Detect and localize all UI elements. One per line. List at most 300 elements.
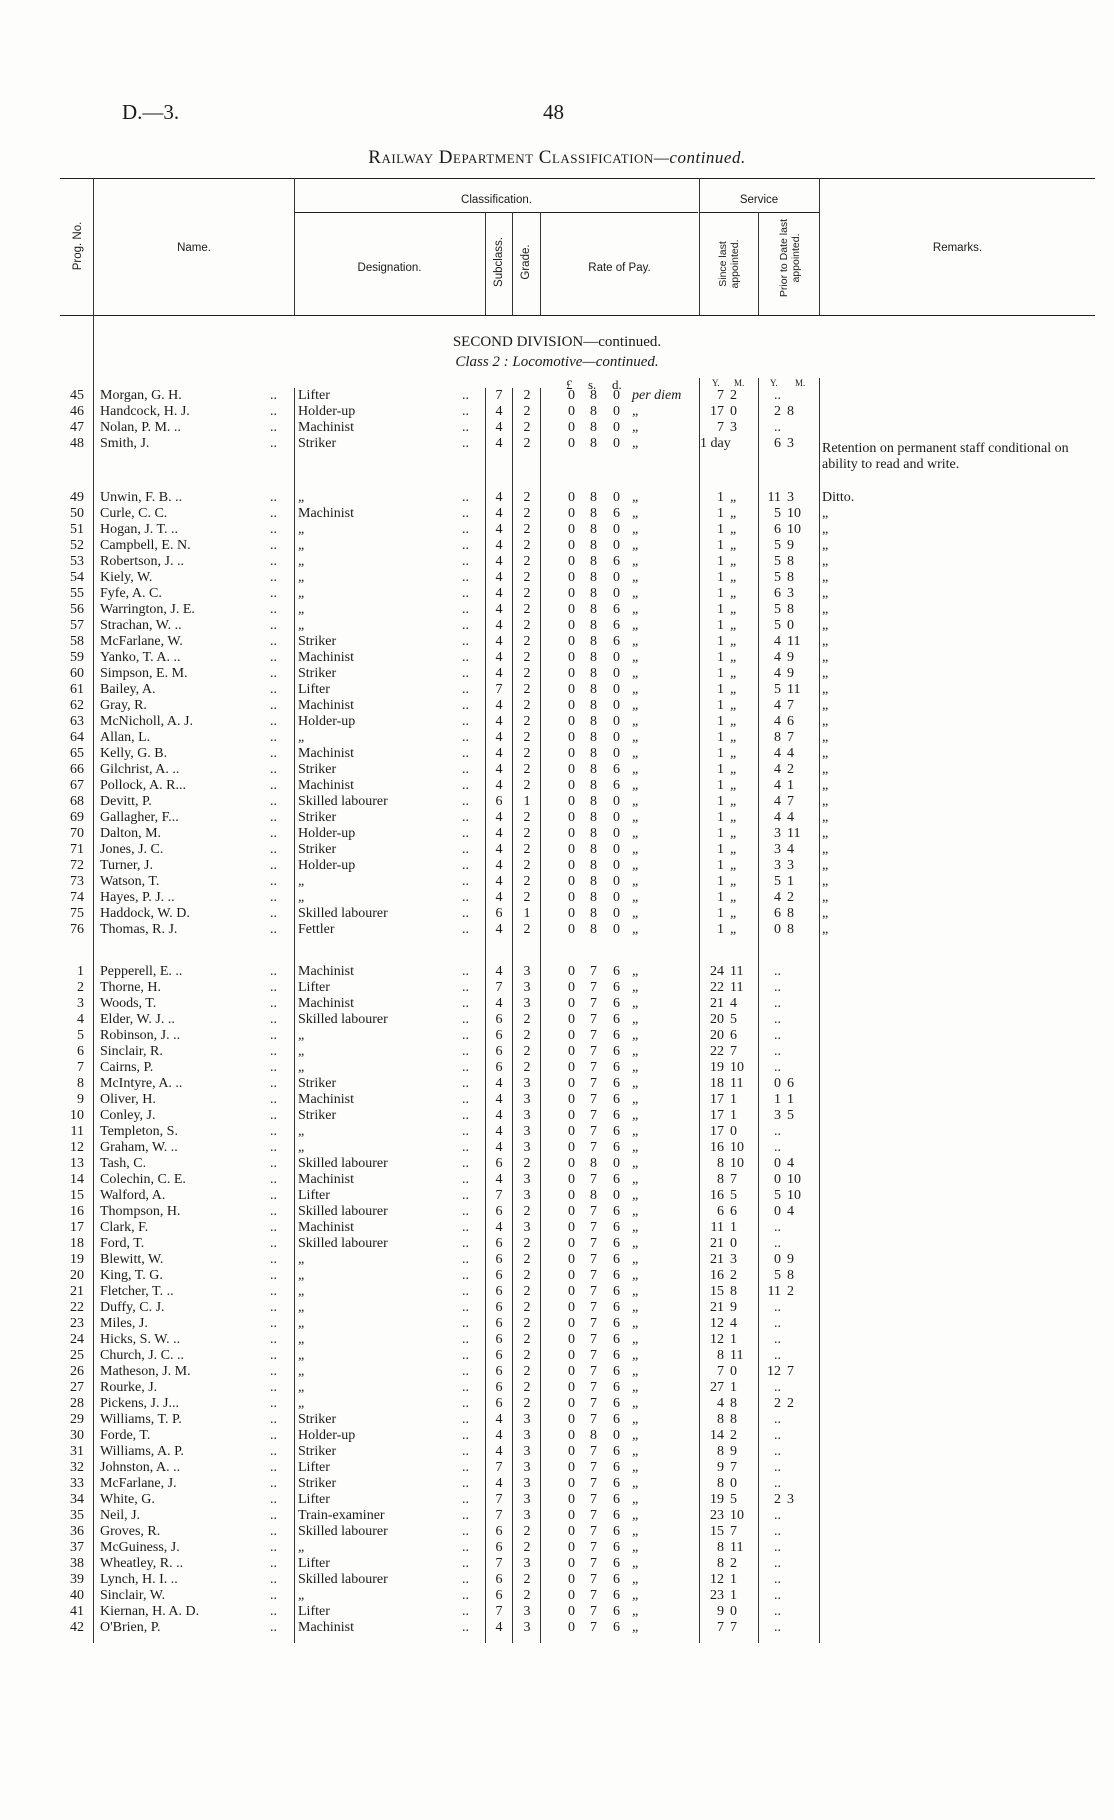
cell-d: 6	[613, 554, 620, 569]
cell-s: 8	[590, 874, 597, 889]
cell-per: „	[632, 1140, 640, 1155]
table-row	[0, 634, 1114, 650]
leader-dots: ..	[270, 522, 277, 537]
cell-pm: 9	[787, 650, 794, 665]
cell-per: „	[632, 1428, 640, 1443]
cell-sy: 1	[717, 666, 724, 681]
cell-sy: 9	[717, 1604, 724, 1619]
leader-dots: ..	[462, 874, 469, 889]
vline-since	[758, 212, 759, 315]
unit-pence: d.	[612, 377, 622, 392]
cell-des: Holder-up	[298, 826, 356, 841]
cell-per: „	[632, 1572, 640, 1587]
cell-py: 5	[774, 874, 781, 889]
cell-per: „	[632, 1012, 640, 1027]
cell-s: 8	[590, 682, 597, 697]
leader-dots: ..	[462, 1268, 469, 1283]
table-row	[0, 1140, 1114, 1156]
cell-name: Matheson, J. M.	[100, 1364, 191, 1379]
cell-sm: 1	[730, 1220, 737, 1235]
cell-name: Pepperell, E. ..	[100, 964, 183, 979]
cell-d: 6	[613, 1316, 620, 1331]
cell-pm: 4	[787, 1156, 794, 1171]
cell-pm: 1	[787, 778, 794, 793]
cell-s: 8	[590, 794, 597, 809]
cell-d: 6	[613, 1476, 620, 1491]
cell-p: 0	[568, 650, 575, 665]
cell-p: 0	[568, 1140, 575, 1155]
cell-sy: 1	[717, 890, 724, 905]
cell-s: 8	[590, 858, 597, 873]
cell-des: „	[298, 1060, 305, 1075]
cell-p: 0	[568, 1316, 575, 1331]
cell-pm: 2	[787, 1396, 794, 1411]
cell-p: 0	[568, 730, 575, 745]
cell-sy: 7	[717, 388, 724, 403]
cell-gr: 3	[523, 1092, 531, 1107]
cell-name: Clark, F.	[100, 1220, 149, 1235]
cell-pm: 3	[787, 1492, 794, 1507]
cell-des: „	[298, 890, 305, 905]
leader-dots: ..	[270, 730, 277, 745]
cell-pm: 8	[787, 404, 794, 419]
cell-d: 0	[613, 404, 620, 419]
cell-per: „	[632, 650, 640, 665]
cell-d: 0	[613, 650, 620, 665]
cell-des: „	[298, 1316, 305, 1331]
table-row	[0, 1156, 1114, 1172]
table-row	[0, 1364, 1114, 1380]
cell-s: 7	[590, 1524, 597, 1539]
cell-d: 6	[613, 1044, 620, 1059]
cell-name: Jones, J. C.	[100, 842, 164, 857]
cell-s: 7	[590, 1268, 597, 1283]
leader-dots: ..	[462, 666, 469, 681]
cell-sm: „	[730, 522, 737, 537]
leader-dots: ..	[462, 650, 469, 665]
cell-sy: 1	[717, 858, 724, 873]
cell-des: Skilled labourer	[298, 1204, 388, 1219]
cell-py: ..	[774, 388, 781, 403]
cell-sm: 1	[730, 1572, 737, 1587]
cell-d: 6	[613, 1380, 620, 1395]
cell-per: „	[632, 420, 640, 435]
cell-sy: 18	[710, 1076, 724, 1091]
cell-p: 0	[568, 1348, 575, 1363]
cell-d: 0	[613, 698, 620, 713]
cell-s: 7	[590, 1604, 597, 1619]
leader-dots: ..	[462, 436, 469, 451]
cell-name: O'Brien, P.	[100, 1620, 161, 1635]
cell-sm: „	[730, 874, 737, 889]
cell-sy: 8	[717, 1476, 724, 1491]
cell-no: 74	[70, 890, 84, 905]
leader-dots: ..	[462, 522, 469, 537]
cell-sub: 4	[495, 1140, 503, 1155]
cell-no: 38	[70, 1556, 84, 1571]
cell-p: 0	[568, 682, 575, 697]
cell-s: 7	[590, 1588, 597, 1603]
cell-per: „	[632, 890, 640, 905]
cell-name: Johnston, A. ..	[100, 1460, 181, 1475]
classification-underline	[294, 212, 698, 213]
cell-per: „	[632, 666, 640, 681]
leader-dots: ..	[462, 618, 469, 633]
cell-rem: „	[822, 714, 829, 729]
cell-py: 2	[774, 1492, 781, 1507]
cell-name: Gray, R.	[100, 698, 147, 713]
cell-sy: 19	[710, 1492, 724, 1507]
cell-no: 59	[70, 650, 84, 665]
cell-sy: 1	[717, 794, 724, 809]
cell-sub: 6	[495, 1156, 503, 1171]
cell-p: 0	[568, 842, 575, 857]
cell-gr: 3	[523, 1460, 531, 1475]
table-row	[0, 1252, 1114, 1268]
cell-per: „	[632, 730, 640, 745]
cell-per: „	[632, 404, 640, 419]
cell-no: 23	[70, 1316, 84, 1331]
cell-des: „	[298, 570, 305, 585]
cell-p: 0	[568, 1428, 575, 1443]
cell-no: 49	[70, 490, 84, 505]
cell-no: 71	[70, 842, 84, 857]
cell-no: 13	[70, 1156, 84, 1171]
cell-sm: „	[730, 778, 737, 793]
cell-sy: 8	[717, 1556, 724, 1571]
cell-sm: 0	[730, 1604, 737, 1619]
table-row	[0, 1396, 1114, 1412]
cell-gr: 1	[523, 794, 531, 809]
cell-des: „	[298, 1380, 305, 1395]
cell-no: 37	[70, 1540, 84, 1555]
cell-sm: 10	[730, 1508, 744, 1523]
cell-sy: 1	[717, 922, 724, 937]
cell-py: ..	[774, 1380, 781, 1395]
cell-no: 70	[70, 826, 84, 841]
leader-dots: ..	[270, 634, 277, 649]
cell-per: „	[632, 554, 640, 569]
cell-name: Cairns, P.	[100, 1060, 154, 1075]
table-row	[0, 1412, 1114, 1428]
cell-py: ..	[774, 1300, 781, 1315]
cell-sm: 9	[730, 1300, 737, 1315]
cell-d: 0	[613, 794, 620, 809]
cell-gr: 3	[523, 1556, 531, 1571]
cell-no: 50	[70, 506, 84, 521]
leader-dots: ..	[270, 906, 277, 921]
cell-sm: 1	[730, 1108, 737, 1123]
leader-dots: ..	[462, 1028, 469, 1043]
cell-sub: 6	[495, 1060, 503, 1075]
cell-s: 8	[590, 1188, 597, 1203]
leader-dots: ..	[462, 890, 469, 905]
cell-no: 52	[70, 538, 84, 553]
cell-no: 55	[70, 586, 84, 601]
leader-dots: ..	[270, 1444, 277, 1459]
cell-no: 69	[70, 810, 84, 825]
leader-dots: ..	[270, 1588, 277, 1603]
cell-p: 0	[568, 1332, 575, 1347]
cell-per: „	[632, 1476, 640, 1491]
table-row	[0, 1220, 1114, 1236]
leader-dots: ..	[270, 490, 277, 505]
leader-dots: ..	[462, 1092, 469, 1107]
cell-name: Fyfe, A. C.	[100, 586, 162, 601]
leader-dots: ..	[270, 1140, 277, 1155]
cell-d: 0	[613, 1428, 620, 1443]
cell-py: 5	[774, 570, 781, 585]
cell-no: 67	[70, 778, 84, 793]
leader-dots: ..	[270, 1604, 277, 1619]
cell-des: Machinist	[298, 964, 354, 979]
cell-no: 66	[70, 762, 84, 777]
leader-dots: ..	[462, 1044, 469, 1059]
cell-des: Skilled labourer	[298, 794, 388, 809]
table-row	[0, 1124, 1114, 1140]
cell-no: 28	[70, 1396, 84, 1411]
cell-sm: 7	[730, 1620, 737, 1635]
cell-pm: 7	[787, 698, 794, 713]
table-row	[0, 1236, 1114, 1252]
page-title	[0, 147, 1114, 169]
cell-sy: 21	[710, 1252, 724, 1267]
leader-dots: ..	[270, 1108, 277, 1123]
cell-per: „	[632, 1332, 640, 1347]
cell-sub: 4	[495, 570, 503, 585]
cell-des: „	[298, 1252, 305, 1267]
cell-py: 5	[774, 506, 781, 521]
cell-sub: 4	[495, 842, 503, 857]
cell-per: „	[632, 1124, 640, 1139]
cell-sm: „	[730, 506, 737, 521]
cell-s: 8	[590, 586, 597, 601]
leader-dots: ..	[462, 682, 469, 697]
cell-des: Lifter	[298, 980, 330, 995]
cell-py: 4	[774, 634, 781, 649]
leader-dots: ..	[270, 778, 277, 793]
remark-48: Retention on permanent staff conditional on ability to read and write.	[822, 441, 1069, 472]
cell-pm: 8	[787, 1268, 794, 1283]
leader-dots: ..	[270, 874, 277, 889]
cell-per: „	[632, 1060, 640, 1075]
cell-rem: „	[822, 826, 829, 841]
cell-name: Woods, T.	[100, 996, 157, 1011]
cell-py: 0	[774, 1204, 781, 1219]
cell-sm: 10	[730, 1060, 744, 1075]
cell-sm: 8	[730, 1396, 737, 1411]
cell-py: ..	[774, 1236, 781, 1251]
cell-sm: 2	[730, 1428, 737, 1443]
cell-s: 8	[590, 522, 597, 537]
cell-d: 6	[613, 1060, 620, 1075]
cell-sy: 9	[717, 1460, 724, 1475]
table-row	[0, 698, 1114, 714]
leader-dots: ..	[270, 810, 277, 825]
cell-sm: „	[730, 890, 737, 905]
cell-no: 24	[70, 1332, 84, 1347]
leader-dots: ..	[462, 634, 469, 649]
cell-no: 14	[70, 1172, 84, 1187]
cell-sy: 1	[717, 618, 724, 633]
cell-sy: 1	[717, 906, 724, 921]
cell-des: „	[298, 1140, 305, 1155]
cell-gr: 2	[523, 762, 531, 777]
cell-per: „	[632, 842, 640, 857]
leader-dots: ..	[462, 1476, 469, 1491]
cell-s: 7	[590, 1508, 597, 1523]
cell-name: Thomas, R. J.	[100, 922, 178, 937]
cell-rem: „	[822, 922, 829, 937]
cell-py: 4	[774, 794, 781, 809]
cell-name: Curle, C. C.	[100, 506, 168, 521]
leader-dots: ..	[462, 554, 469, 569]
cell-no: 7	[77, 1060, 84, 1075]
cell-gr: 2	[523, 586, 531, 601]
cell-gr: 2	[523, 1380, 531, 1395]
cell-rem: „	[822, 538, 829, 553]
cell-d: 6	[613, 1540, 620, 1555]
class-heading	[0, 354, 1114, 371]
cell-per: „	[632, 1092, 640, 1107]
cell-p: 0	[568, 420, 575, 435]
leader-dots: ..	[462, 404, 469, 419]
cell-sub: 6	[495, 1588, 503, 1603]
leader-dots: ..	[462, 1316, 469, 1331]
leader-dots: ..	[270, 980, 277, 995]
cell-pm: 9	[787, 666, 794, 681]
cell-per: „	[632, 762, 640, 777]
cell-per: „	[632, 1300, 640, 1315]
cell-s: 8	[590, 922, 597, 937]
cell-des: Striker	[298, 1444, 337, 1459]
cell-d: 6	[613, 964, 620, 979]
cell-per: „	[632, 506, 640, 521]
top-rule	[60, 178, 1095, 179]
cell-sm: 11	[730, 1540, 744, 1555]
leader-dots: ..	[270, 1316, 277, 1331]
cell-d: 6	[613, 980, 620, 995]
cell-sub: 6	[495, 794, 503, 809]
cell-py: 3	[774, 842, 781, 857]
cell-py: 4	[774, 714, 781, 729]
cell-name: Warrington, J. E.	[100, 602, 195, 617]
cell-des: Machinist	[298, 698, 354, 713]
leader-dots: ..	[270, 388, 277, 403]
cell-sm: „	[730, 650, 737, 665]
cell-p: 0	[568, 1204, 575, 1219]
leader-dots: ..	[462, 762, 469, 777]
cell-sy: 1 day	[700, 436, 731, 451]
leader-dots: ..	[270, 1028, 277, 1043]
table-row	[0, 1284, 1114, 1300]
cell-per: „	[632, 1604, 640, 1619]
table-row	[0, 1044, 1114, 1060]
table-row	[0, 810, 1114, 826]
cell-rem: „	[822, 634, 829, 649]
leader-dots: ..	[270, 1044, 277, 1059]
cell-sub: 4	[495, 506, 503, 521]
cell-py: ..	[774, 996, 781, 1011]
cell-d: 6	[613, 634, 620, 649]
cell-per: „	[632, 1076, 640, 1091]
table-row	[0, 570, 1114, 586]
title-continued: —continued.	[653, 148, 746, 167]
cell-p: 0	[568, 666, 575, 681]
cell-no: 62	[70, 698, 84, 713]
cell-sub: 7	[495, 1556, 503, 1571]
cell-p: 0	[568, 602, 575, 617]
leader-dots: ..	[462, 570, 469, 585]
table-row	[0, 650, 1114, 666]
table-row	[0, 996, 1114, 1012]
cell-gr: 2	[523, 1252, 531, 1267]
cell-gr: 2	[523, 858, 531, 873]
cell-gr: 2	[523, 1316, 531, 1331]
cell-d: 6	[613, 1284, 620, 1299]
leader-dots: ..	[270, 586, 277, 601]
table-row	[0, 666, 1114, 682]
cell-no: 18	[70, 1236, 84, 1251]
cell-sy: 1	[717, 634, 724, 649]
leader-dots: ..	[270, 1380, 277, 1395]
cell-per: „	[632, 1284, 640, 1299]
cell-py: 3	[774, 1108, 781, 1123]
cell-gr: 2	[523, 570, 531, 585]
cell-s: 7	[590, 1236, 597, 1251]
cell-sm: „	[730, 730, 737, 745]
cell-pm: 7	[787, 1364, 794, 1379]
cell-d: 0	[613, 890, 620, 905]
cell-gr: 2	[523, 1268, 531, 1283]
leader-dots: ..	[462, 1252, 469, 1267]
cell-sy: 7	[717, 1620, 724, 1635]
cell-gr: 2	[523, 746, 531, 761]
cell-d: 6	[613, 1124, 620, 1139]
col-grade: Grade.	[520, 244, 532, 280]
cell-name: Pollock, A. R...	[100, 778, 186, 793]
cell-gr: 2	[523, 714, 531, 729]
cell-d: 0	[613, 922, 620, 937]
cell-gr: 3	[523, 1108, 531, 1123]
cell-name: Morgan, G. H.	[100, 388, 182, 403]
cell-name: Forde, T.	[100, 1428, 151, 1443]
cell-s: 8	[590, 730, 597, 745]
cell-des: Skilled labourer	[298, 1012, 388, 1027]
cell-py: ..	[774, 1476, 781, 1491]
leader-dots: ..	[462, 1348, 469, 1363]
cell-per: „	[632, 1108, 640, 1123]
cell-sy: 1	[717, 682, 724, 697]
table-row	[0, 388, 1114, 404]
cell-d: 0	[613, 746, 620, 761]
cell-rem: „	[822, 794, 829, 809]
cell-s: 8	[590, 778, 597, 793]
col-rate: Rate of Pay.	[588, 262, 651, 274]
cell-name: Handcock, H. J.	[100, 404, 190, 419]
cell-d: 6	[613, 1076, 620, 1091]
cell-p: 0	[568, 964, 575, 979]
cell-d: 0	[613, 570, 620, 585]
col-designation: Designation.	[357, 262, 422, 274]
cell-gr: 2	[523, 1588, 531, 1603]
cell-gr: 2	[523, 1284, 531, 1299]
cell-s: 7	[590, 1396, 597, 1411]
cell-p: 0	[568, 1524, 575, 1539]
cell-sub: 4	[495, 810, 503, 825]
cell-sub: 6	[495, 1268, 503, 1283]
cell-py: 5	[774, 1268, 781, 1283]
